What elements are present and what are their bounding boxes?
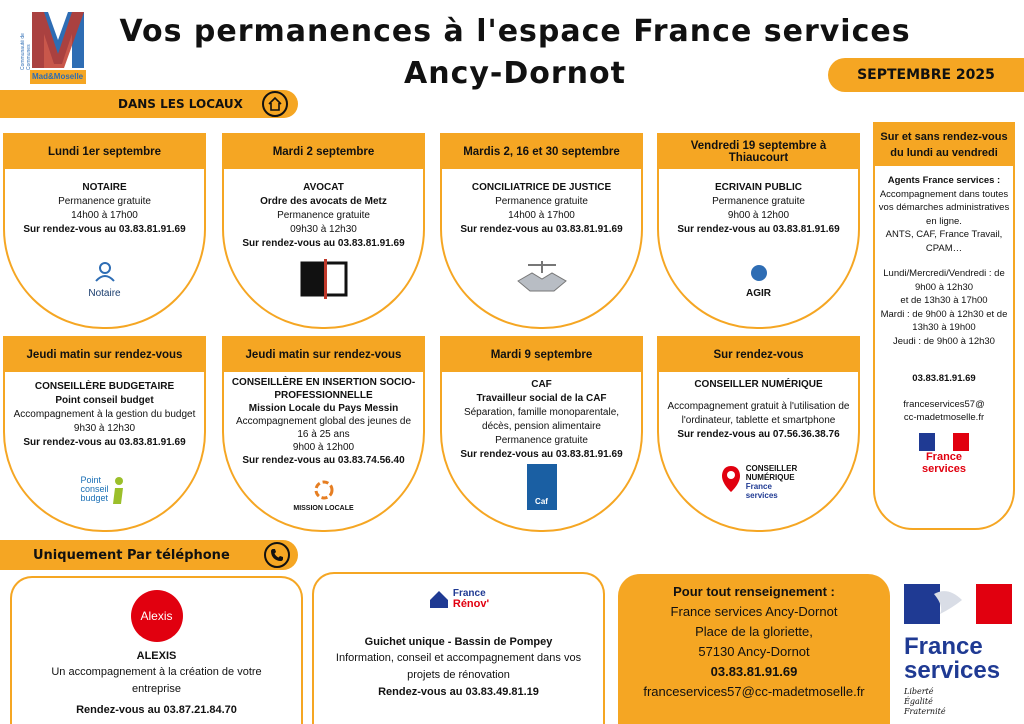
card-avocat [222, 133, 425, 329]
avocat-logo-icon [224, 259, 423, 299]
agents-france-services-card [873, 122, 1015, 530]
contact-info-box [618, 574, 890, 724]
section-locaux-label: DANS LES LOCAUX [118, 97, 243, 111]
card-rdv: Sur rendez-vous au 03.83.81.91.69 [460, 449, 623, 460]
card-rdv: Sur rendez-vous au 03.83.81.91.69 [242, 238, 405, 249]
alexis-logo: Alexis [131, 590, 183, 642]
phone-icon [264, 542, 290, 568]
card-subtitle: Ordre des avocats de Metz [260, 196, 387, 207]
section-telephone [0, 540, 298, 570]
france-renov-logo: France Rénov' [314, 588, 603, 610]
card-line: 9h00 à 12h00 [292, 442, 355, 453]
side-head: Sur et sans rendez-vous du lundi au vendredi [875, 124, 1013, 166]
section-telephone-label: Uniquement Par téléphone [33, 547, 230, 563]
handshake-icon [442, 259, 641, 299]
card-line: Accompagnement gratuit à l'utilisation de l'ordinateur, tablette et smartphone [667, 401, 850, 426]
info-phone: 03.83.81.91.69 [710, 664, 798, 679]
brand-motto: Liberté Égalité Fraternité [904, 687, 946, 716]
card-alexis [10, 576, 303, 724]
card-line: Séparation, famille monoparentale, décès, pension alimentaire [463, 407, 620, 432]
card-date: Mardi 9 septembre [442, 338, 641, 372]
card-title: CONSEILLÈRE EN INSERTION SOCIO-PROFESSIONNELLE [231, 377, 416, 401]
alexis-title: ALEXIS [136, 650, 177, 662]
card-title: CONSEILLER NUMÉRIQUE [694, 379, 823, 390]
card-line: 14h00 à 17h00 [71, 210, 138, 221]
card-date: Vendredi 19 septembre à Thiaucourt [659, 135, 858, 169]
card-line: 09h30 à 12h30 [290, 224, 357, 235]
side-partners: ANTS, CAF, France Travail, CPAM… [885, 229, 1003, 254]
renov-rdv: Rendez-vous au 03.83.49.81.19 [378, 686, 539, 698]
card-line: Accompagnement à la gestion du budget [13, 409, 196, 420]
side-phone: 03.83.81.91.69 [912, 373, 976, 384]
card-date: Jeudi matin sur rendez-vous [224, 338, 423, 372]
card-line: 9h30 à 12h30 [73, 423, 136, 434]
card-budget [3, 336, 206, 532]
card-caf [440, 336, 643, 532]
card-date: Sur rendez-vous [659, 338, 858, 372]
card-subtitle: Travailleur social de la CAF [476, 393, 607, 404]
card-line: Permanence gratuite [495, 435, 588, 446]
info-line: 57130 Ancy-Dornot [698, 644, 810, 659]
info-email: franceservices57@cc-madetmoselle.fr [643, 684, 865, 699]
card-rdv: Sur rendez-vous au 03.83.81.91.69 [23, 224, 186, 235]
card-subtitle: Mission Locale du Pays Messin [248, 403, 399, 414]
section-locaux [0, 90, 298, 118]
card-title: AVOCAT [303, 182, 344, 193]
side-intro: Accompagnement dans toutes vos démarches administratives en ligne. [878, 188, 1010, 227]
card-insertion [222, 336, 425, 532]
france-services-small-logo: France services [877, 433, 1011, 475]
logo-text: Mad&Moselle [32, 72, 84, 81]
card-ecrivain [657, 133, 860, 329]
brand-line1: France [904, 633, 983, 660]
mad-moselle-logo [20, 6, 90, 86]
card-line: Permanence gratuite [712, 196, 805, 207]
card-line: 14h00 à 17h00 [508, 210, 575, 221]
logo-vertical-text: Communauté de Communes [20, 33, 32, 70]
card-rdv: Sur rendez-vous au 07.56.36.38.76 [677, 429, 840, 440]
notaire-logo: Notaire [5, 261, 204, 299]
renov-title: Guichet unique - Bassin de Pompey [364, 636, 553, 648]
card-title: CAF [531, 379, 552, 390]
side-email: franceservices57@ [903, 398, 985, 410]
card-numerique [657, 336, 860, 532]
card-line: Permanence gratuite [58, 196, 151, 207]
brand-line2: services [904, 657, 1001, 684]
caf-logo: Caf [442, 464, 641, 510]
card-date: Lundi 1er septembre [5, 135, 204, 169]
card-line: Permanence gratuite [277, 210, 370, 221]
mission-locale-logo: MISSION LOCALE [224, 480, 423, 512]
card-line: Accompagnement global des jeunes de 16 à 25 ans [235, 416, 412, 440]
info-line: France services Ancy-Dornot [670, 604, 838, 619]
side-hours: Mardi : de 9h00 à 12h30 et de 13h30 à 19h00 [880, 308, 1008, 333]
alexis-rdv: Rendez-vous au 03.87.21.84.70 [76, 704, 237, 716]
card-france-renov [312, 572, 605, 724]
card-date: Mardis 2, 16 et 30 septembre [442, 135, 641, 169]
info-title: Pour tout renseignement : [673, 584, 835, 599]
card-title: NOTAIRE [82, 182, 127, 193]
card-title: ECRIVAIN PUBLIC [714, 182, 803, 193]
card-date: Mardi 2 septembre [224, 135, 423, 169]
card-notaire [3, 133, 206, 329]
point-conseil-budget-logo: Point conseil budget [5, 476, 204, 506]
card-date: Jeudi matin sur rendez-vous [5, 338, 204, 372]
card-title: CONSEILLÈRE BUDGETAIRE [34, 381, 175, 392]
agir-logo: AGIR [659, 263, 858, 299]
renov-desc: Information, conseil et accompagnement dans vos projets de rénovation [335, 652, 582, 681]
card-subtitle: Point conseil budget [55, 395, 154, 406]
card-rdv: Sur rendez-vous au 03.83.81.91.69 [23, 437, 186, 448]
card-rdv: Sur rendez-vous au 03.83.81.91.69 [460, 224, 623, 235]
home-icon [262, 91, 288, 117]
card-line: 9h00 à 12h00 [727, 210, 790, 221]
side-hours: Lundi/Mercredi/Vendredi : de 9h00 à 12h30 [883, 268, 1005, 293]
side-title: Agents France services : [887, 175, 1001, 186]
card-rdv: Sur rendez-vous au 03.83.81.91.69 [677, 224, 840, 235]
card-rdv: Sur rendez-vous au 03.83.74.56.40 [242, 455, 405, 466]
page-subtitle: Ancy-Dornot [404, 56, 626, 91]
month-badge: SEPTEMBRE 2025 [828, 58, 1024, 92]
side-email: cc-madetmoselle.fr [903, 412, 985, 423]
card-conciliatrice [440, 133, 643, 329]
side-hours: et de 13h30 à 17h00 [900, 295, 988, 306]
france-services-logo [904, 584, 1016, 720]
alexis-desc: Un accompagnement à la création de votre entreprise [51, 666, 262, 695]
card-title: CONCILIATRICE DE JUSTICE [471, 182, 612, 193]
page-title: Vos permanences à l'espace France services [119, 14, 911, 49]
conseiller-numerique-logo: CONSEILLER NUMÉRIQUE France services [659, 464, 858, 500]
side-hours: Jeudi : de 9h00 à 12h30 [893, 335, 995, 347]
info-line: Place de la gloriette, [695, 624, 813, 639]
card-line: Permanence gratuite [495, 196, 588, 207]
